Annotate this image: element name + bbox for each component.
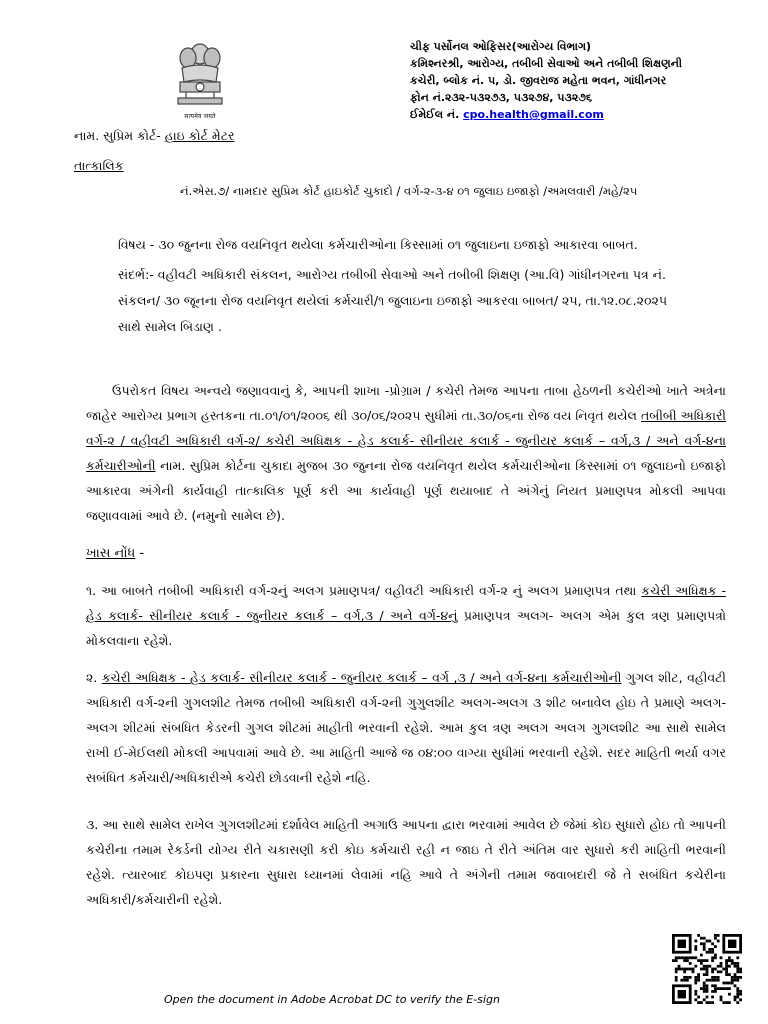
office-email-line [410,106,682,123]
reference-line-3: સાથે સામેલ બિડાણ . [118,319,222,334]
note2-underlined: કચેરી અધિક્ષક - હેડ કલાર્ક- સીનીયર કલાર્ક - જુનીયર કલાર્ક – વર્ગ ,૩ / અને વર્ગ-૪ના કર્મચારીઓની [101,670,622,685]
reference-line-2: સંકલન/ ૩૦ જૂનના રોજ વયનિવૃત થયેલાં કર્મચારી/૧ જુલાઇના ઇજાફો આકરવા બાબત/ ૨૫, તા.૧૨.૦૮.૨૦૨૫ [118,293,668,308]
note2-part1: ૨. [86,670,102,685]
reference-block [118,262,738,340]
note1-part1: ૧. આ બાબતે તબીબી અધિકારી વર્ગ-૨નું અલગ પ્રમાણપત્ર/ વહીવટી અધિકારી વર્ગ-૨ નું અલગ પ્રમાણપત્ર તથા [86,583,642,598]
name-line-prefix: નામ. સુપ્રિમ કોર્ટ- [74,128,165,143]
office-address-block [410,38,682,123]
special-note-heading [86,546,144,561]
para1-part1: ઉપરોકત વિષય અન્વયે જણાવવાનું કે, આપની શાખા -પ્રોગ્રામ / કચેરી તેમજ આપના તાબા હેઠળની કચેરીઓ ખાતે અત્રેના જાહેર આરોગ્ય પ્રભાગ હસ્તકના તા.૦૧/૦૧/૨૦૦૬ થી ૩૦/૦૬/૨૦૨૫ સુધીમાં તા.૩૦/૦૬ના રોજ વય નિવૃત થયેલ [86,383,726,423]
para1-part2: નામ. સુપ્રિમ કોર્ટના ચુકાદા મુજબ ૩૦ જુનના રોજ વયનિવૃત થયેલ કર્મચારીઓના કિસ્સામાં ૦૧ જુલાઇનો ઇજાફો આકારવા અંગેની કાર્યવાહી તાત્કાલિક પૂર્ણ કરી આ કાર્યવાહી પૂર્ણ થયાબાદ તે અંગેનું નિયત પ્રમાણપત્ર મોકલી આપવા જણાવવામાં આવે છે. (નમુનો સામેલ છે). [86,458,726,523]
office-line-1: ચીફ પર્સોનલ ઓફિસર(આરોગ્ય વિભાગ) [410,40,592,53]
email-link[interactable]: cpo.health@gmail.com [463,108,604,121]
note2-part2: ગુગલ શીટ, વહીવટી અધિકારી વર્ગ-૨ની ગુગલશીટ તેમજ તબીબી અધિકારી વર્ગ-૨ની ગુગુલશીટ અલગ-અલગ ૩ શીટ બનાવેલ હોઇ તે પ્રમાણે અલગ- અલગ શીટમાં સંબધિત કેડરની ગુગલ શીટમાં માહીતી ભરવાની રહેશે. આમ કુલ ત્રણ અલગ અલગ ગુગલશીટ આ સાથે સામેલ રાખી ઈ-મેઈલથી મોકલી આપવામાં આવે છે. આ માહિતી આજે જ ૦૪:૦૦ વાગ્યા સુધીમાં ભરવાની રહેશે. સદર માહિતી ભર્યા વગર સબંધિત કર્મચારી/અધિકારીએ કચેરી છોડવાની રહેશે નહિ. [86,670,726,785]
note-3 [86,812,726,912]
national-emblem-icon [166,38,234,110]
note1-part2: પ્રમાણપત્ર અલગ- અલગ એમ કુલ ત્રણ પ્રમાણપત્રો મોકલવાના રહેશે. [86,608,726,648]
para1-underlined: તબીબી અધિકારી વર્ગ-૨ / વહીવટી અધિકારી વર્ગ-૨/ કચેરી અધિક્ષક - હેડ કલાર્ક- સીનીયર કલાર્ક - જુનીયર કલાર્ક – વર્ગ,૩ / અને વર્ગ-૪ના કર્મચારીઓની [86,408,726,473]
matter-label: હાઇ કોર્ટ મેટર [164,128,235,143]
note-1 [86,578,726,653]
emblem [166,38,234,126]
name-line [74,128,234,144]
qr-code-icon [672,934,742,1004]
note-2 [86,665,726,790]
note3-text: ૩. આ સાથે સામેલ રાખેલ ગુગલશીટમાં દર્શાવેલ માહિતી અગાઉ આપના દ્વારા ભરવામાં આવેલ છે જેમાં કોઇ સુધારો હોઇ તો આપની કચેરીના તમામ રેકર્ડની યોગ્ય રીતે ચકાસણી કરી કોઇ કર્મચારી રહી ન જાઇ તે રીતે અંતિમ વાર સુધારો કરી માહિતી ભરવાની રહેશે. ત્યારબાદ કોઇપણ પ્રકારના સુધારા ધ્યાનમાં લેવામાં નહિ આવે તે અંગેની તમામ જવાબદારી જે તે સબંધિત કચેરીના અધિકારી/કર્મચારીની રહેશે. [86,817,726,907]
main-paragraph [86,378,726,528]
special-note-title: ખાસ નોંધ [86,546,136,561]
email-label: ઈમેઈલ નં. [410,108,464,121]
office-phone: ફોન નં.૨૩૨-૫૩૨૭૩, ૫૩૨૭૪, ૫૩૨૭૬ [410,91,593,104]
subject: વિષય - ૩૦ જુનના રોજ વયનિવૃત થયેલા કર્મચારીઓના કિસ્સામાં ૦૧ જુલાઇના ઇજાફો આકારવા બાબત. [118,237,638,252]
office-line-3: કચેરી, બ્લોક નં. ૫, ડો. જીવરાજ મહેતા ભવન, ગાંધીનગર [410,74,667,87]
emblem-caption: सत्यमेव जयते [184,113,216,120]
urgent-label: તાત્કાલિક [74,158,124,173]
special-note-suffix: - [135,546,145,561]
esign-footer: Open the document in Adobe Acrobat DC to verify the E-sign [164,993,500,1006]
note1-underlined: કચેરી અધિક્ષક - હેડ કલાર્ક- સીનીયર કલાર્ક - જુનીયર કલાર્ક – વર્ગ,૩ / અને વર્ગ-૪નું [86,583,726,623]
office-line-2: કમિશ્નરશ્રી, આરોગ્ય, તબીબી સેવાઓ અને તબીબી શિક્ષણની [410,57,683,70]
reference-line-1: સંદર્ભ:- વહીવટી અધિકારી સંકલન, આરોગ્ય તબીબી સેવાઓ અને તબીબી શિક્ષણ (આ.વિ) ગાંધીનગરના પત્ર નં. [118,267,666,282]
reference-number: નં.એસ.૭/ નામદાર સુપ્રિમ કોર્ટ હાઇકોર્ટ ચુકાદો / વર્ગ-૨-૩-૪ ૦૧ જુલાઇ ઇજાફો /અમલવારી /મહે/૨૫ [180,184,638,198]
